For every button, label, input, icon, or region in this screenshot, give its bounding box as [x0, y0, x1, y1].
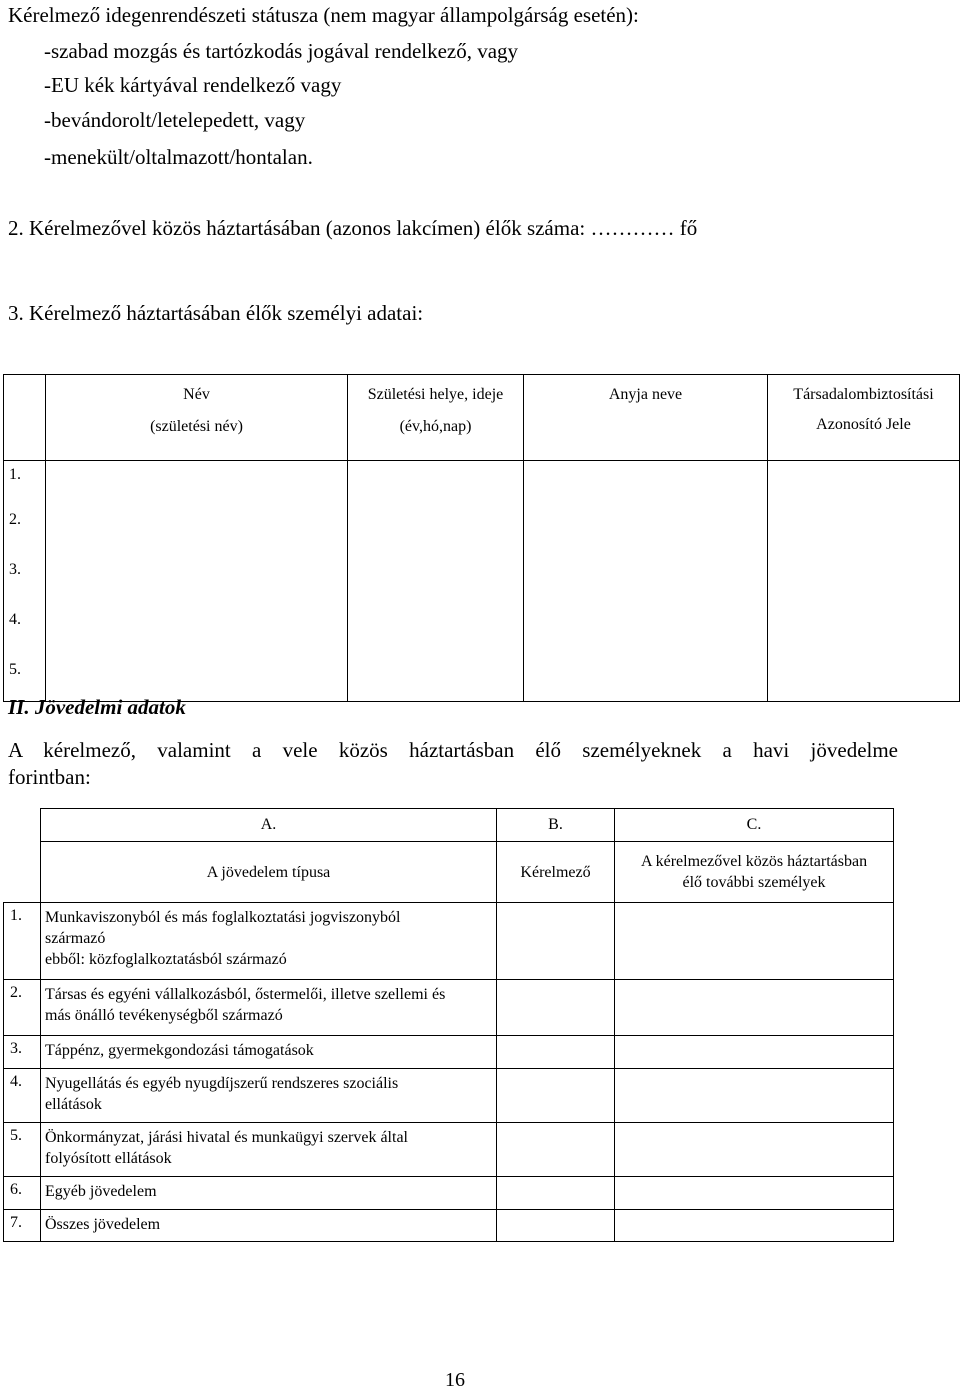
row-number: 2. [4, 980, 41, 1036]
header-sublabel: Azonosító Jele [816, 416, 911, 433]
income-type-line: Munkaviszonyból és más foglalkoztatási jogviszonyból [45, 909, 401, 926]
taj-field[interactable] [768, 606, 960, 656]
header-cell-taj [768, 375, 960, 461]
mother-name-field[interactable] [524, 506, 768, 556]
household-amount-field[interactable] [615, 980, 894, 1036]
income-type-cell [41, 1069, 497, 1123]
income-type-line: ellátások [45, 1096, 102, 1113]
income-type-line: Táppénz, gyermekgondozási támogatások [45, 1042, 314, 1059]
column-letter-b: B. [497, 809, 615, 842]
status-item: -EU kék kártyával rendelkező vagy [44, 73, 342, 97]
household-amount-field[interactable] [615, 903, 894, 980]
taj-field[interactable] [768, 506, 960, 556]
table-row [4, 606, 960, 656]
income-type-line: Nyugellátás és egyéb nyugdíjszerű rendszeres szociális [45, 1075, 399, 1092]
corner-cell [4, 842, 41, 903]
header-cell-name [46, 375, 348, 461]
name-field[interactable] [46, 606, 348, 656]
income-heading: II. Jövedelmi adatok [8, 695, 186, 719]
status-item: -szabad mozgás és tartózkodás jogával rendelkező, vagy [44, 39, 519, 63]
header-label: Név [183, 386, 210, 403]
row-number: 6. [4, 1177, 41, 1210]
column-letter-a: A. [41, 809, 497, 842]
row-number: 5. [4, 656, 46, 702]
column-header-row [4, 842, 894, 903]
applicant-amount-field[interactable] [497, 1177, 615, 1210]
taj-field[interactable] [768, 656, 960, 702]
taj-field[interactable] [768, 461, 960, 507]
household-amount-field[interactable] [615, 1069, 894, 1123]
income-type-line: Összes jövedelem [45, 1216, 161, 1233]
table-row [4, 461, 960, 507]
applicant-amount-field[interactable] [497, 1210, 615, 1242]
income-type-line: más önálló tevékenységből származó [45, 1007, 283, 1024]
row-number: 3. [4, 1036, 41, 1069]
row-number: 3. [4, 556, 46, 606]
name-field[interactable] [46, 506, 348, 556]
header-sublabel: (év,hó,nap) [399, 418, 472, 435]
status-item: -menekült/oltalmazott/hontalan. [44, 145, 313, 169]
household-count-line: 2. Kérelmezővel közös háztartásában (azonos lakcímen) élők száma: ………… fő [8, 216, 698, 240]
income-type-cell [41, 1177, 497, 1210]
applicant-amount-field[interactable] [497, 1069, 615, 1123]
mother-name-field[interactable] [524, 461, 768, 507]
birth-field[interactable] [348, 506, 524, 556]
household-amount-field[interactable] [615, 1036, 894, 1069]
table-row [4, 1123, 894, 1177]
birth-field[interactable] [348, 556, 524, 606]
column-header-household: A kérelmezővel közös háztartásban élő további személyek [615, 842, 894, 903]
row-number: 2. [4, 506, 46, 556]
page-number: 16 [445, 1369, 465, 1391]
income-type-cell [41, 980, 497, 1036]
birth-field[interactable] [348, 461, 524, 507]
corner-cell [4, 809, 41, 842]
header-sublabel: (születési név) [150, 418, 243, 435]
income-type-cell [41, 1123, 497, 1177]
mother-name-field[interactable] [524, 656, 768, 702]
table-header-row [4, 375, 960, 461]
column-letter-c: C. [615, 809, 894, 842]
table-row [4, 1036, 894, 1069]
section3-title: 3. Kérelmező háztartásában élők személyi adatai: [8, 301, 424, 325]
header-cell-empty [4, 375, 46, 461]
household-persons-table [3, 374, 960, 702]
income-type-line: folyósított ellátások [45, 1150, 172, 1167]
status-heading: Kérelmező idegenrendészeti státusza (nem magyar állampolgárság esetén): [8, 3, 639, 27]
mother-name-field[interactable] [524, 606, 768, 656]
income-type-line: ebből: közfoglalkoztatásból származó [45, 951, 287, 968]
mother-name-field[interactable] [524, 556, 768, 606]
applicant-amount-field[interactable] [497, 1123, 615, 1177]
column-letter-row [4, 809, 894, 842]
income-type-line: származó [45, 930, 106, 947]
income-type-cell [41, 1210, 497, 1242]
table-row [4, 903, 894, 980]
row-number: 1. [4, 461, 46, 507]
table-row [4, 556, 960, 606]
row-number: 1. [4, 903, 41, 980]
header-label: Anyja neve [608, 386, 683, 403]
table-row [4, 1210, 894, 1242]
household-amount-field[interactable] [615, 1177, 894, 1210]
income-type-line: Társas és egyéni vállalkozásból, őstermelői, illetve szellemi és [45, 986, 446, 1003]
table-row [4, 980, 894, 1036]
row-number: 4. [4, 606, 46, 656]
header-label: Születési helye, ideje [367, 386, 504, 403]
income-type-line: Egyéb jövedelem [45, 1183, 157, 1200]
name-field[interactable] [46, 461, 348, 507]
status-item: -bevándorolt/letelepedett, vagy [44, 108, 306, 132]
applicant-amount-field[interactable] [497, 903, 615, 980]
household-amount-field[interactable] [615, 1210, 894, 1242]
income-intro-line1: A kérelmező, valamint a vele közös háztartásban élő személyeknek a havi jövedelme [8, 738, 898, 762]
column-header-type: A jövedelem típusa [41, 842, 497, 903]
header-cell-mother [524, 375, 768, 461]
income-type-cell [41, 903, 497, 980]
income-type-cell [41, 1036, 497, 1069]
name-field[interactable] [46, 556, 348, 606]
header-label: Társadalombiztosítási [793, 386, 934, 403]
household-amount-field[interactable] [615, 1123, 894, 1177]
income-table [3, 808, 894, 1242]
row-number: 4. [4, 1069, 41, 1123]
income-type-line: Önkormányzat, járási hivatal és munkaügyi szervek által [45, 1129, 408, 1146]
birth-field[interactable] [348, 606, 524, 656]
applicant-amount-field[interactable] [497, 1036, 615, 1069]
column-header-applicant: Kérelmező [497, 842, 615, 903]
table-row [4, 506, 960, 556]
header-cell-birth [348, 375, 524, 461]
table-row [4, 1177, 894, 1210]
table-row [4, 1069, 894, 1123]
applicant-amount-field[interactable] [497, 980, 615, 1036]
row-number: 5. [4, 1123, 41, 1177]
income-intro-line2: forintban: [8, 765, 91, 789]
birth-field[interactable] [348, 656, 524, 702]
taj-field[interactable] [768, 556, 960, 606]
row-number: 7. [4, 1210, 41, 1242]
